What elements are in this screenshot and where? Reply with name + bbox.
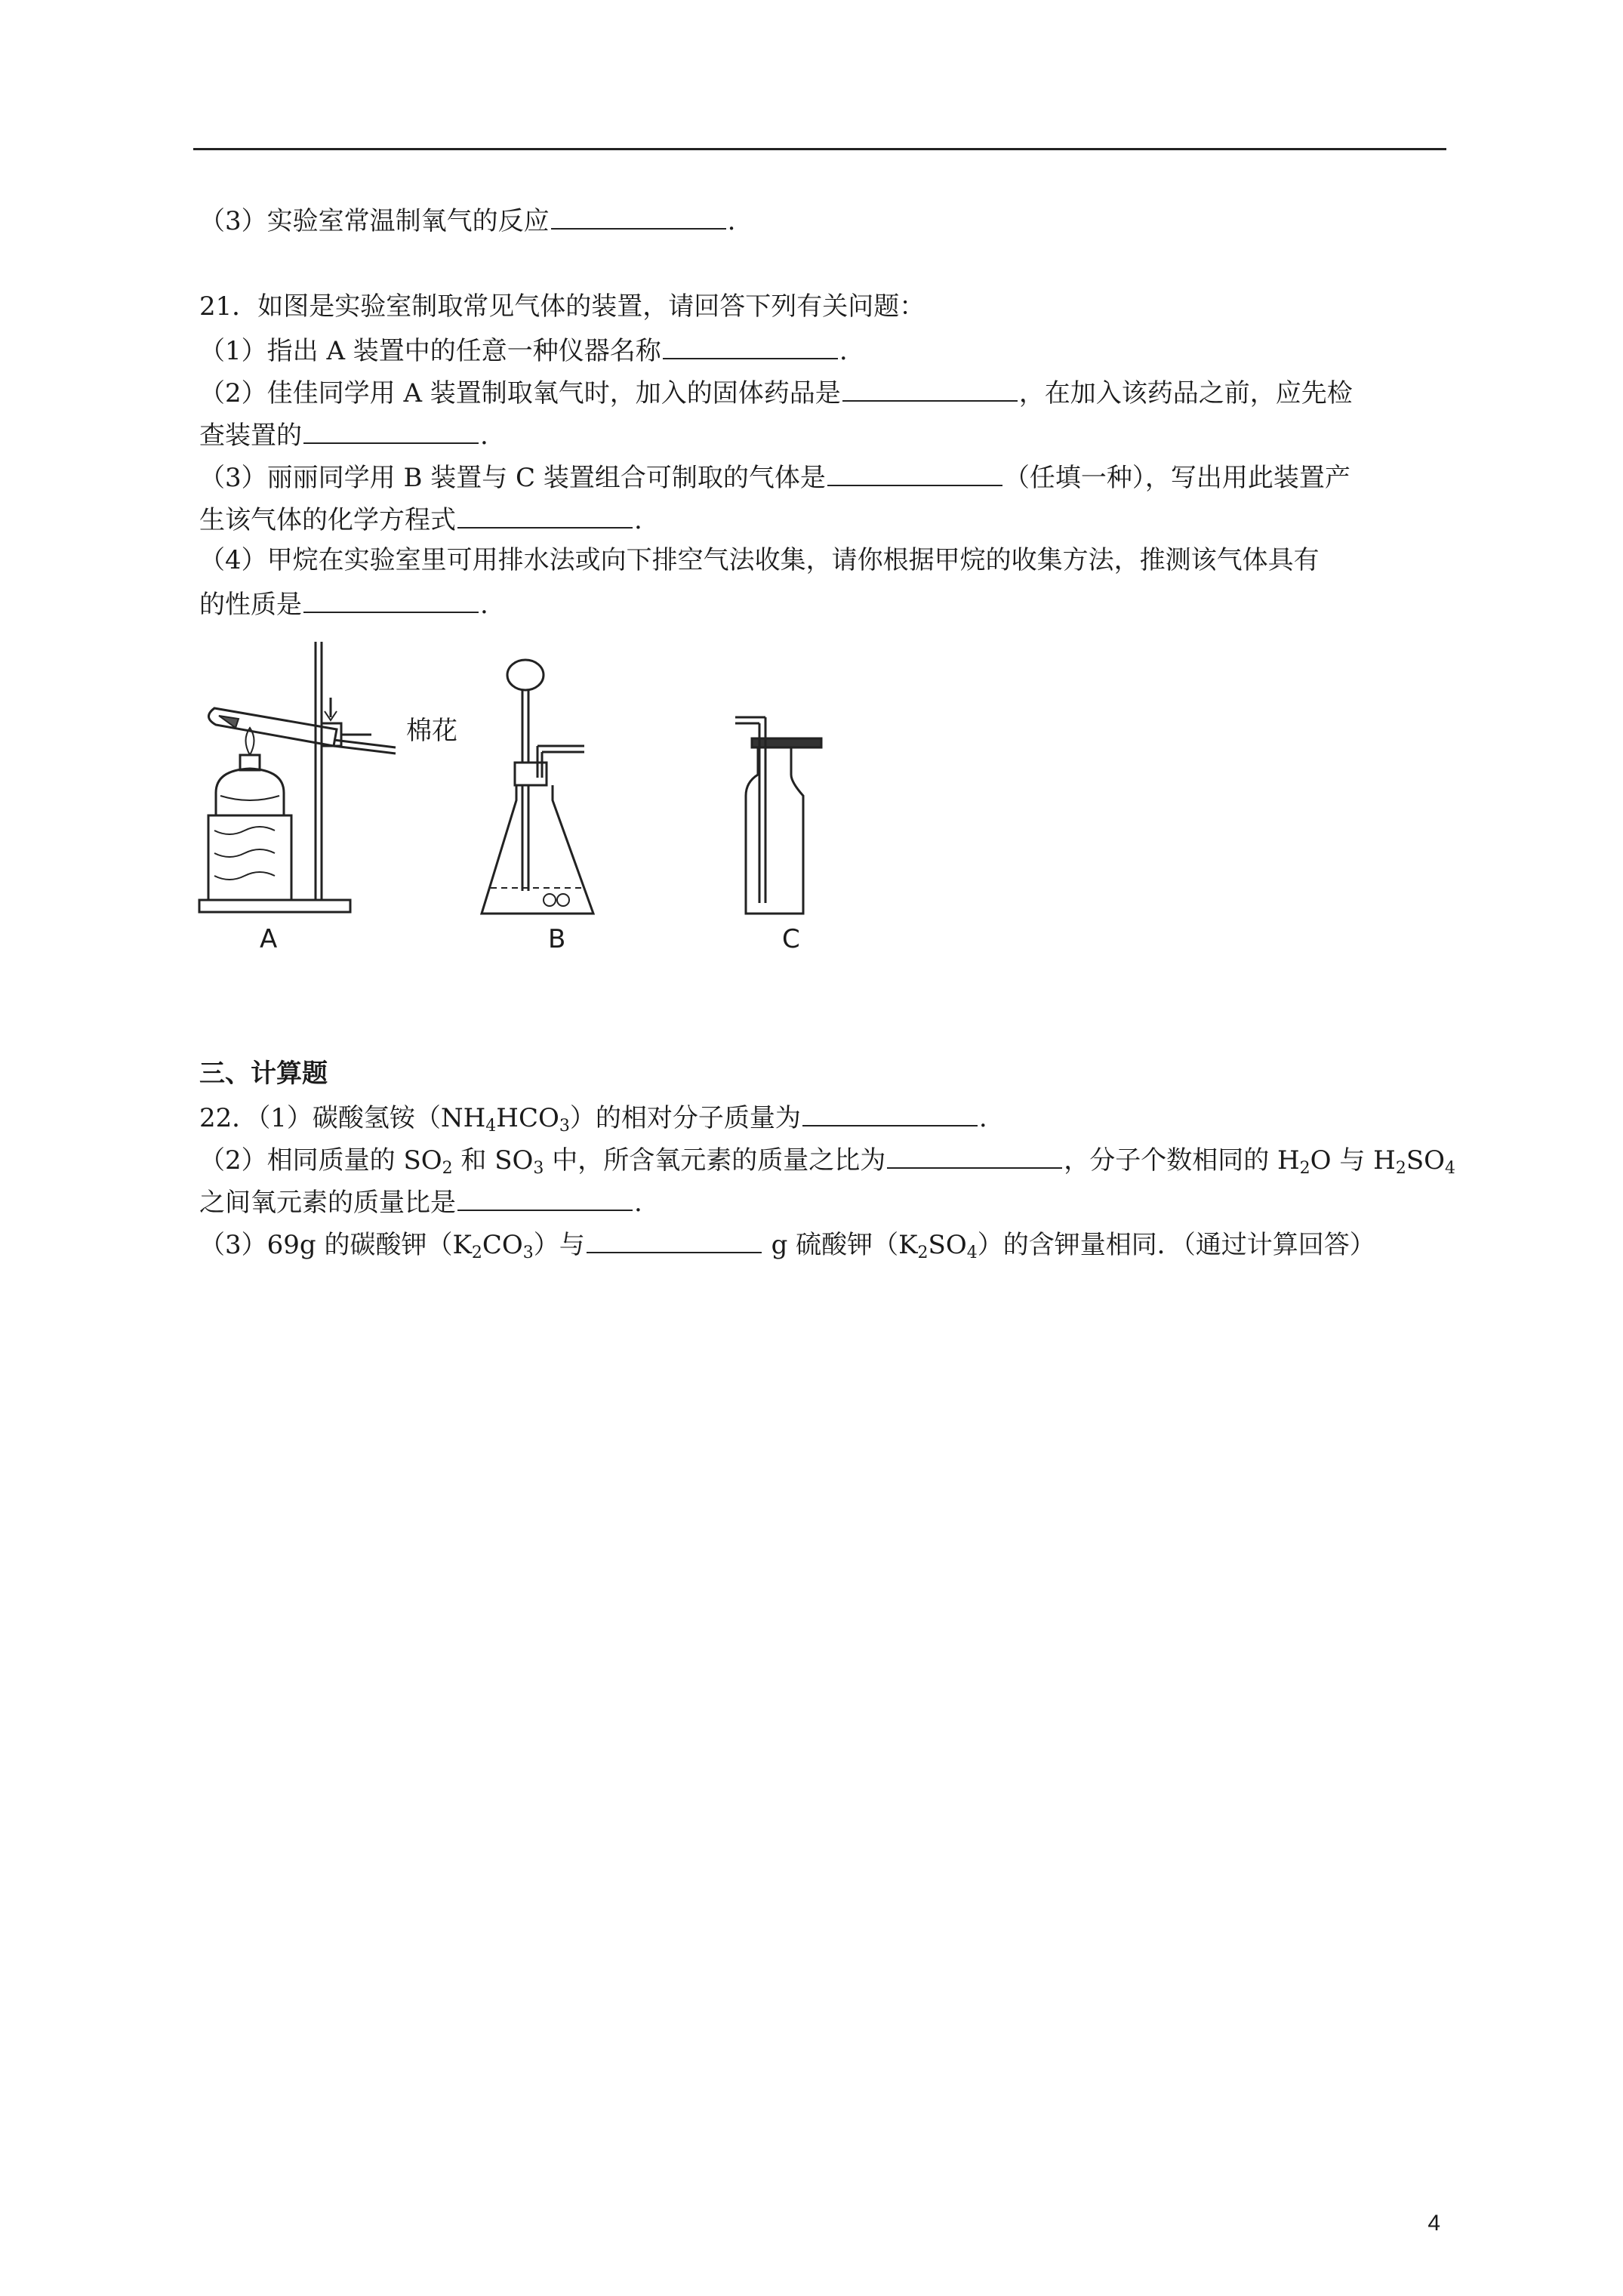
answer-blank[interactable] xyxy=(802,1095,978,1126)
question-21-stem: 21．如图是实验室制取常见气体的装置，请回答下列有关问题： xyxy=(199,291,925,322)
answer-blank[interactable] xyxy=(303,412,479,444)
label-b: B xyxy=(548,924,566,954)
cotton-label: 棉花 xyxy=(406,716,457,746)
question-22-part-2-cont: 之间氧元素的质量比是 . xyxy=(199,1179,1445,1224)
apparatus-a xyxy=(199,642,396,912)
answer-blank[interactable] xyxy=(551,198,726,230)
header-rule xyxy=(193,148,1446,150)
answer-blank[interactable] xyxy=(587,1222,762,1253)
answer-blank[interactable] xyxy=(827,455,1002,486)
apparatus-b xyxy=(482,660,593,914)
answer-blank[interactable] xyxy=(457,497,633,529)
question-21-part-3: （3）丽丽同学用 B 装置与 C 装置组合可制取的气体是 （任填一种），写出用此装置产 xyxy=(199,455,1445,499)
question-21-part-2-cont: 查装置的 . xyxy=(199,412,1445,457)
answer-blank[interactable] xyxy=(842,370,1018,402)
answer-blank[interactable] xyxy=(303,581,479,613)
page-number: 4 xyxy=(1427,2211,1440,2236)
question-21-part-4: （4）甲烷在实验室里可用排水法或向下排空气法收集，请你根据甲烷的收集方法，推测该气体具有 xyxy=(199,545,1320,575)
apparatus-figure xyxy=(193,634,873,966)
question-21-part-3-cont: 生该气体的化学方程式 . xyxy=(199,497,1445,541)
apparatus-drawing xyxy=(193,634,873,966)
apparatus-c xyxy=(735,717,821,914)
answer-blank[interactable] xyxy=(663,328,838,359)
question-21-part-4-cont: 的性质是 . xyxy=(199,581,1445,626)
section-3-heading: 三、计算题 xyxy=(199,1059,328,1089)
question-22-part-3: （3）69g 的碳酸钾$(K_2CO_3)$与 g 硫酸钾$(K_2SO_4)$的含钾量相同．（通过计算回答） xyxy=(199,1222,1445,1266)
answer-blank[interactable] xyxy=(887,1137,1062,1169)
question-20-part-3: （3）实验室常温制氧气的反应 . xyxy=(199,198,1445,242)
label-a: A xyxy=(260,924,278,954)
question-21-part-1: （1）指出 A 装置中的任意一种仪器名称 . xyxy=(199,328,1445,372)
answer-blank[interactable] xyxy=(457,1179,633,1211)
label-c: C xyxy=(782,924,800,954)
question-22-part-2: （2）相同质量的 $SO_2$ 和 $SO_3$ 中，所含氧元素的质量之比为 ，分子个数相同的 $H_2O$ 与 $H_2SO_4$ xyxy=(199,1137,1445,1182)
question-22-part-1: 22．（1）碳酸氢铵$(NH_4HCO_3)$的相对分子质量为 . xyxy=(199,1095,1445,1139)
question-21-part-2: （2）佳佳同学用 A 装置制取氧气时，加入的固体药品是 ，在加入该药品之前，应先检 xyxy=(199,370,1445,415)
